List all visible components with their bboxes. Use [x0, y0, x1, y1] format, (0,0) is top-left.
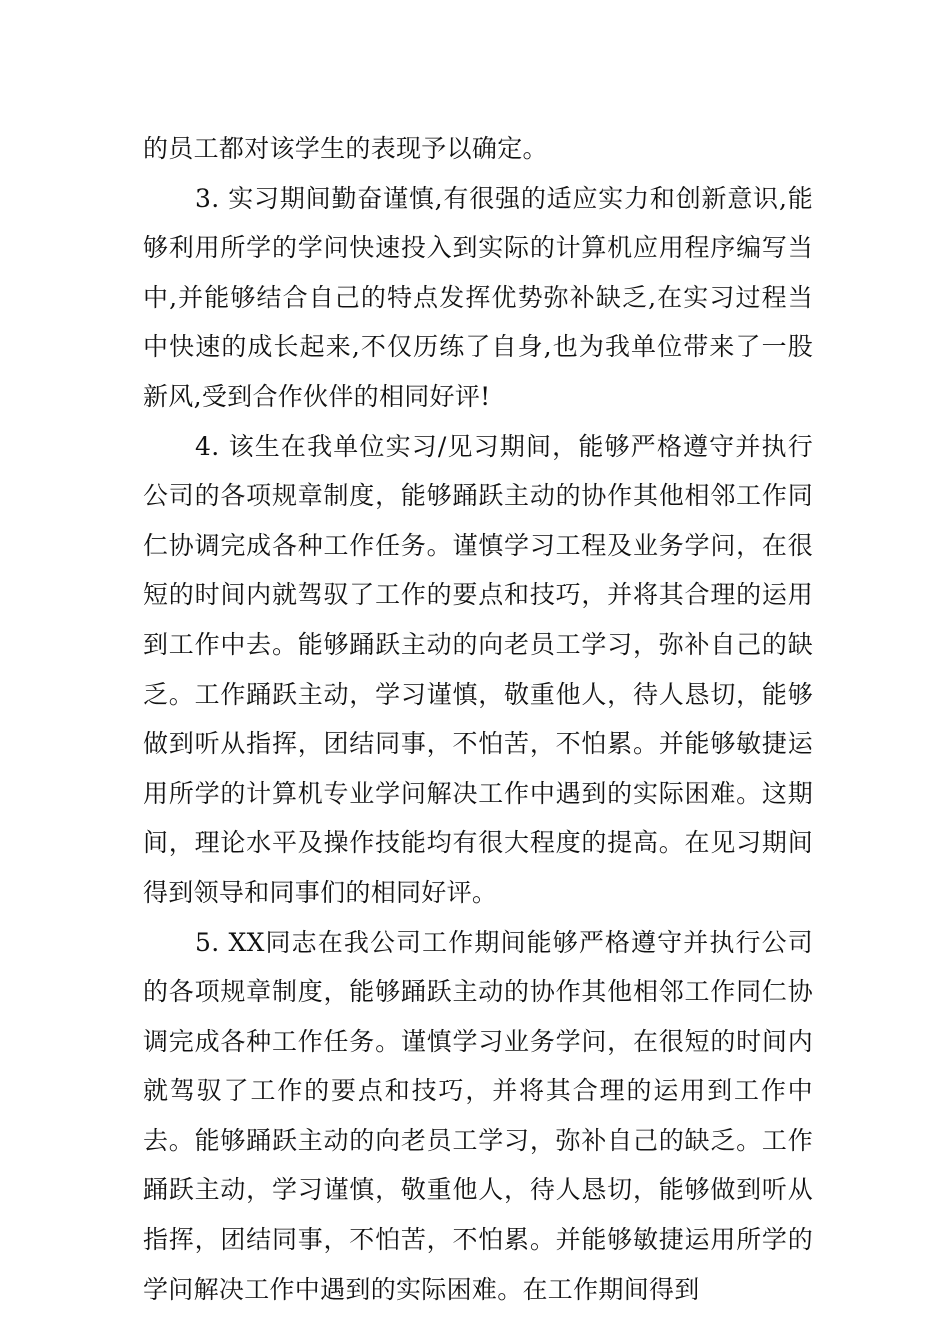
paragraph-item-4: 4. 该生在我单位实习/见习期间，能够严格遵守并执行公司的各项规章制度，能够踊跃主动的协作其他相邻工作同仁协调完成各种工作任务。谨慎学习工程及业务学问，在很短的时间内就驾驭了工作的要点和技巧，并将其合理的运用到工作中去。能够踊跃主动的向老员工学习，弥补自己的缺乏。工作踊跃主动，学习谨慎，敬重他人，待人恳切，能够做到听从指挥，团结同事，不怕苦，不怕累。并能够敏捷运用所学的计算机专业学问解决工作中遇到的实际困难。这期间，理论水平及操作技能均有很大程度的提高。在见习期间得到领导和同事们的相同好评。: [143, 431, 813, 907]
document-body: [143, 124, 813, 1314]
paragraph-item-5: 5. XX同志在我公司工作期间能够严格遵守并执行公司的各项规章制度，能够踊跃主动的协作其他相邻工作同仁协调完成各种工作任务。谨慎学习业务学问，在很短的时间内就驾驭了工作的要点和技巧，并将其合理的运用到工作中去。能够踊跃主动的向老员工学习，弥补自己的缺乏。工作踊跃主动，学习谨慎，敬重他人，待人恳切，能够做到听从指挥，团结同事，不怕苦，不怕累。并能够敏捷运用所学的学问解决工作中遇到的实际困难。在工作期间得到: [143, 927, 813, 1304]
paragraph-continuation: 的员工都对该学生的表现予以确定。: [143, 134, 548, 163]
paragraph-item-3: 3. 实习期间勤奋谨慎,有很强的适应实力和创新意识,能够利用所学的学问快速投入到实际的计算机应用程序编写当中,并能够结合自己的特点发挥优势弥补缺乏,在实习过程当中快速的成长起来,不仅历练了自身,也为我单位带来了一股新风,受到合作伙伴的相同好评!: [143, 183, 813, 411]
